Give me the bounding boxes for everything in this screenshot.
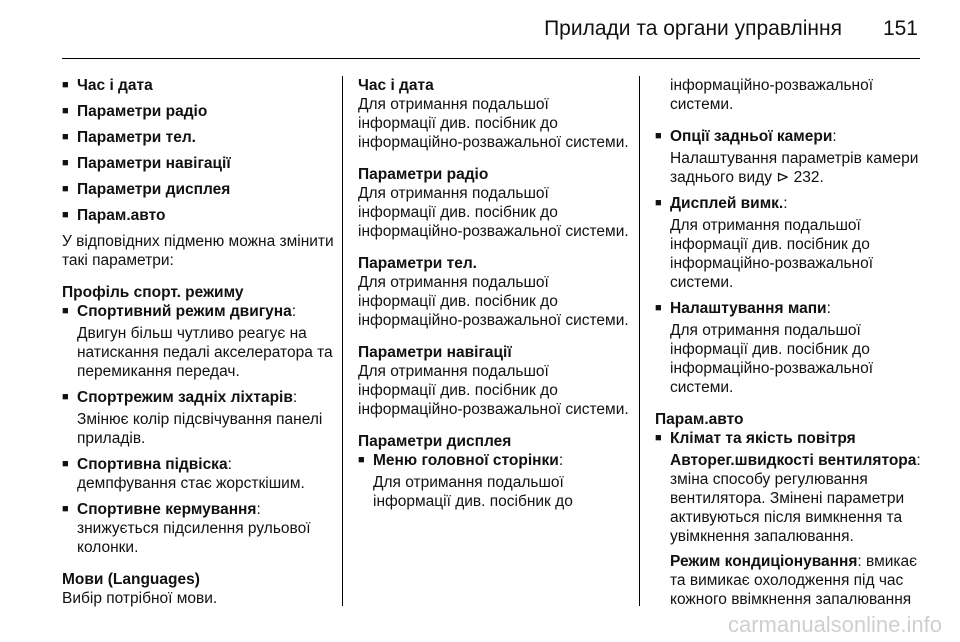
section-title: Параметри дисплея [358,433,512,450]
bullet-icon: ■ [62,305,69,317]
bullet-icon: ■ [62,391,69,403]
list-item: ■ Спортивна підвіска: демпфування стає жорсткішим. [62,456,305,492]
bullet-icon: ■ [62,131,69,143]
bullet-icon: ■ [62,183,69,195]
list-item: ■ Час і дата [62,77,153,94]
list-item: ■ Опції задньої камери: Налаштування параметрів камери заднього виду ⊳ 232. [655,128,919,186]
list-item: ■ Параметри тел. [62,129,196,146]
page-reference-icon: ⊳ [776,169,790,186]
list-item: ■ Спортивний режим двигуна: Двигун більш чутливо реагує на натискання педалі акселератора та перемикання передач. [62,303,333,380]
column-divider-2 [639,76,640,606]
list-item: ■ Клімат та якість повітря Авторег.швидкості вентилятора: зміна способу регулювання вентилятора. Змінені параметри активуються після вимкнення та увімкнення запалювання. Режим кондиціонування: вмикає та вимикає охолодження під час кожного ввімкнення запалювання [655,430,921,608]
list-item: ■ Меню головної сторінки: Для отримання подальшої інформації див. посібник до [358,452,573,510]
intro-text: У відповідних підменю можна змінити такі параметри: [62,233,334,269]
list-item: ■ Параметри дисплея [62,181,231,198]
section-text: Для отримання подальшої інформації див. посібник до інформаційно-розважальної системи. [358,185,629,240]
bullet-icon: ■ [62,79,69,91]
bullet-icon: ■ [62,157,69,169]
watermark: carmanualsonline.info [727,612,942,637]
section-title: Мови (Languages) [62,571,200,588]
column-divider-1 [342,76,343,606]
section-text: Для отримання подальшої інформації див. посібник до інформаційно-розважальної системи. [358,363,629,418]
section-text: інформаційно-розважальної системи. [670,77,874,113]
page-header [0,0,960,60]
section-title: Час і дата [358,77,434,94]
bullet-icon: ■ [655,302,662,314]
column-2 [358,76,630,518]
section-title: Парам.авто [655,411,744,428]
section-text: Для отримання подальшої інформації див. посібник до інформаційно-розважальної системи. [358,96,629,151]
section-title: Профіль спорт. режиму [62,284,244,301]
list-item: ■ Параметри навігації [62,155,231,172]
section-title: Параметри тел. [358,255,477,272]
list-item: ■ Параметри радіо [62,103,208,120]
bullet-icon: ■ [655,197,662,209]
bullet-icon: ■ [655,432,662,444]
column-3 [655,76,927,616]
list-item: ■ Парам.авто [62,207,166,224]
section-title: Параметри навігації [358,344,512,361]
header-title: Прилади та органи управління [544,17,842,40]
bullet-icon: ■ [62,209,69,221]
list-item: ■ Дисплей вимк.: Для отримання подальшої інформації див. посібник до інформаційно-розважальної системи. [655,195,874,291]
column-1 [62,76,334,608]
list-item: ■ Налаштування мапи: Для отримання подальшої інформації див. посібник до інформаційно-розважальної системи. [655,300,874,396]
list-item: ■ Спортивне кермування: знижується підсилення рульової колонки. [62,501,311,556]
section-text: Вибір потрібної мови. [62,590,218,607]
bullet-icon: ■ [358,454,365,466]
bullet-icon: ■ [655,130,662,142]
section-title: Параметри радіо [358,166,489,183]
header-rule [62,58,920,59]
section-text: Для отримання подальшої інформації див. посібник до інформаційно-розважальної системи. [358,274,629,329]
bullet-icon: ■ [62,503,69,515]
list-item: ■ Спортрежим задніх ліхтарів: Змінює колір підсвічування панелі приладів. [62,389,323,447]
page-number: 151 [882,17,918,40]
bullet-icon: ■ [62,458,69,470]
bullet-icon: ■ [62,105,69,117]
